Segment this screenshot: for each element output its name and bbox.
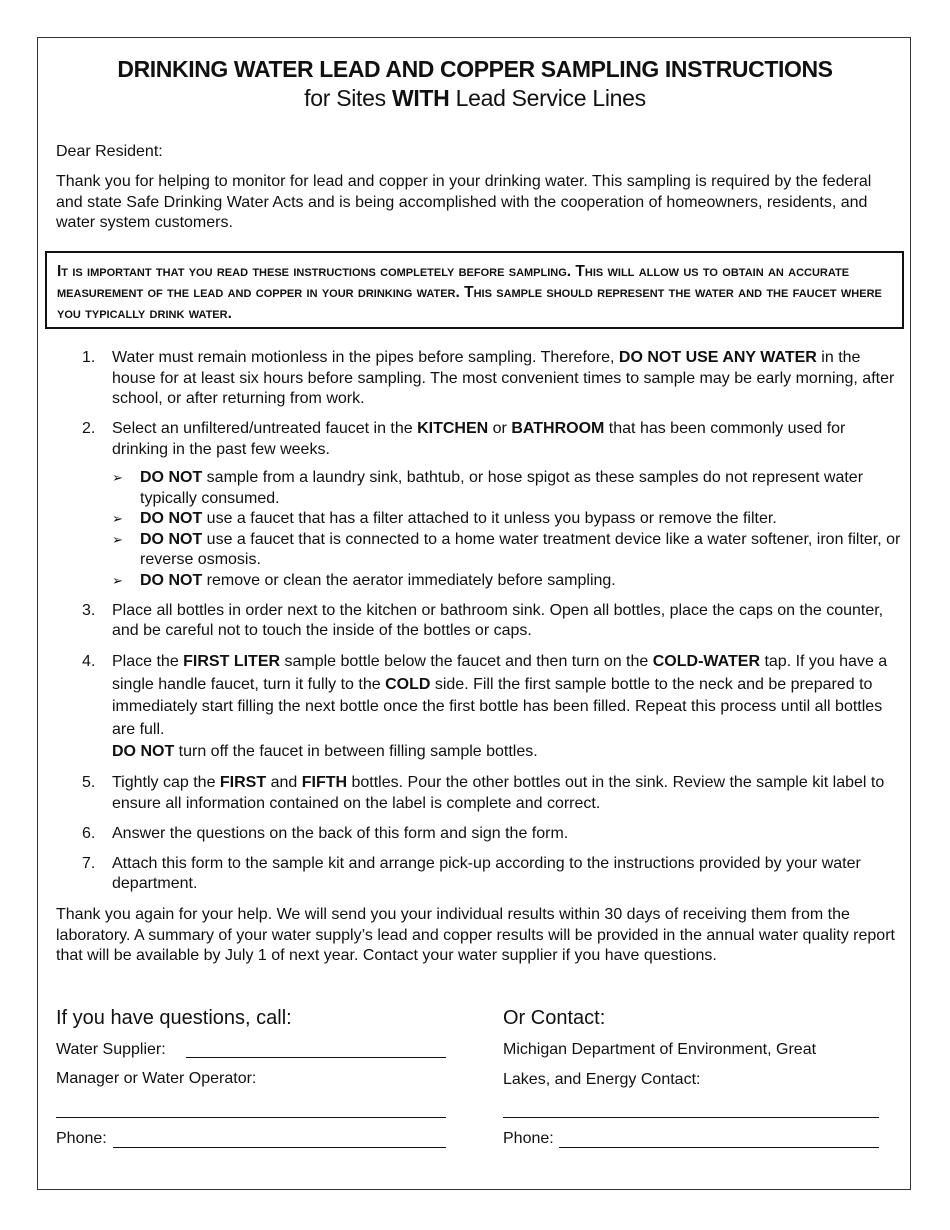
step-7: 7. Attach this form to the sample kit and arrange pick-up according to the instructions provided by your water department. bbox=[82, 854, 861, 892]
arrowhead-icon: ➢ bbox=[112, 572, 123, 588]
salutation: Dear Resident: bbox=[56, 143, 163, 160]
intro-paragraph: Thank you for helping to monitor for lead and copper in your drinking water. This sampling is required by the federal and state Safe Drinking Water Acts and is being accomplished with the cooperation of homeowners, residents, and water system customers. bbox=[56, 173, 872, 231]
instruction-list bbox=[56, 348, 901, 904]
manager-field[interactable] bbox=[56, 1117, 446, 1118]
phone-field-right[interactable] bbox=[559, 1147, 879, 1148]
subtitle-post: Lead Service Lines bbox=[449, 85, 646, 111]
notice-text: It is important that you read these instructions completely before sampling. This will allow us to obtain an accurate measurement of the lead and copper in your drinking water. This sample should represent the water and the faucet where you typically drink water. bbox=[57, 263, 882, 322]
phone-label-left: Phone: bbox=[56, 1130, 107, 1147]
or-contact-heading: Or Contact: bbox=[503, 1007, 606, 1029]
subtitle-bold: WITH bbox=[391, 85, 450, 111]
phone-field-left[interactable] bbox=[113, 1147, 446, 1148]
list-item: ➢ DO NOT use a faucet that is connected to a home water treatment device like a water softener, iron filter, or reverse osmosis. bbox=[112, 530, 901, 568]
step-6: 6. Answer the questions on the back of this form and sign the form. bbox=[82, 824, 569, 842]
arrowhead-icon: ➢ bbox=[112, 511, 123, 526]
step-3: 3. Place all bottles in order next to the kitchen or bathroom sink. Open all bottles, place the caps on the counter, and be careful not to touch the inside of the bottles or caps. bbox=[82, 601, 884, 639]
step-4: 4. Place the FIRST LITER sample bottle below the faucet and then turn on the COLD-WATER tap. If you have a single handle faucet, turn it fully to the COLD side. Fill the first sample bottle to the neck and be prepared to immediately start filling the next bottle once the first bottle has been filled. Repeat this process until all bottles are full. DO NOT turn off the faucet in between filling sample bottles. bbox=[82, 653, 888, 760]
page-title: DRINKING WATER LEAD AND COPPER SAMPLING INSTRUCTIONS bbox=[117, 56, 833, 82]
page-subtitle bbox=[0, 85, 950, 112]
agency-line-2: Lakes, and Energy Contact: bbox=[503, 1071, 701, 1088]
agency-contact-field[interactable] bbox=[503, 1117, 879, 1118]
arrowhead-icon: ➢ bbox=[112, 531, 123, 547]
arrowhead-icon: ➢ bbox=[112, 470, 123, 485]
subtitle-pre: for Sites bbox=[304, 85, 392, 111]
important-notice-box bbox=[45, 251, 904, 329]
phone-label-right: Phone: bbox=[503, 1130, 554, 1147]
water-supplier-label: Water Supplier: bbox=[56, 1041, 166, 1058]
agency-line-1: Michigan Department of Environment, Great bbox=[503, 1041, 817, 1058]
manager-label: Manager or Water Operator: bbox=[56, 1070, 257, 1087]
step-2: 2. Select an unfiltered/untreated faucet in the KITCHEN or BATHROOM that has been commonly used for drinking in the past few weeks. ➢ DO NOT sample from a laundry sink, bathtub, or hose spigot as these samples do not represent water typically consumed. ➢ DO NOT use a faucet that has a filter attached to it unless you bypass or remove the filter. ➢ DO NOT use a faucet that is connected to a home water treatment device like a water softener, iron filter, or reverse osmosis. ➢ DO NOT remove or clean the aerator immediately before sampling. bbox=[56, 419, 901, 591]
list-item: ➢ DO NOT use a faucet that has a filter attached to it unless you bypass or remove the filter. bbox=[112, 509, 901, 530]
list-item: ➢ DO NOT sample from a laundry sink, bathtub, or hose spigot as these samples do not represent water typically consumed. bbox=[112, 469, 864, 507]
water-supplier-field[interactable] bbox=[186, 1057, 446, 1058]
closing-paragraph: Thank you again for your help. We will send you your individual results within 30 days of receiving them from the laboratory. A summary of your water supply’s lead and copper results will be provided in the annual water quality report that will be available by July 1 of next year. Contact your water supplier if you have questions. bbox=[56, 906, 895, 964]
list-item: ➢ DO NOT remove or clean the aerator immediately before sampling. bbox=[112, 571, 901, 592]
step-5: 5. Tightly cap the FIRST and FIFTH bottles. Pour the other bottles out in the sink. Review the sample kit label to ensure all information contained on the label is complete and correct. bbox=[82, 774, 885, 812]
questions-heading: If you have questions, call: bbox=[56, 1007, 292, 1029]
step-1: 1. Water must remain motionless in the pipes before sampling. Therefore, DO NOT USE ANY WATER in the house for at least six hours before sampling. The most convenient times to sample may be early morning, after school, or after returning from work. bbox=[82, 349, 895, 407]
step-2-bullets bbox=[112, 468, 901, 591]
